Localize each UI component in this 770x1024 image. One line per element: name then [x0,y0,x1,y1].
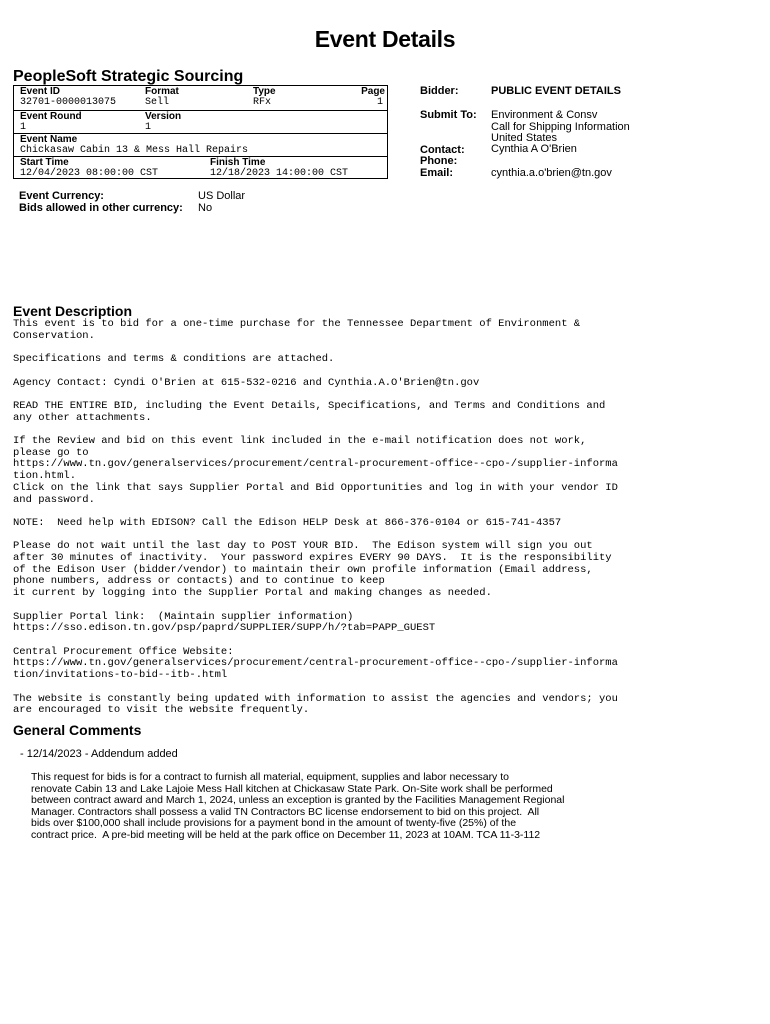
event-name-value: Chickasaw Cabin 13 & Mess Hall Repairs [20,145,249,156]
event-info-box [13,85,388,179]
format-value: Sell [145,97,170,108]
event-description-heading: Event Description [13,303,133,319]
format-label: Format [145,86,179,97]
page-value: 1 [376,97,383,108]
phone-label: Phone: [420,155,458,167]
version-label: Version [145,111,182,122]
other-currency-label: Bids allowed in other currency: [19,202,183,214]
event-round-value: 1 [20,122,27,133]
page-label: Page [361,86,385,97]
event-description-text: This event is to bid for a one-time purchase for the Tennessee Department of Environment & Conservation. Specifications and terms & conditions are attached. Agency Contact: Cyndi O'Brien at 615-532-0216 and Cynthia.A.O'Brien@tn.gov READ THE ENTIRE BID, including the Event Details, Specifications, and Terms and Conditions and any other attachments. If the Review and bid on this event link included in the e-mail notification does not work, please go to https://www.tn.gov/generalservices/procurement/central-procurement-office--cpo-/supplier-informa tion.html. Click on the link that says Supplier Portal and Bid Opportunities and log in with your vendor ID and password. NOTE: Need help with EDISON? Call the Edison HELP Desk at 866-376-0104 or 615-741-4357 Please do not wait until the last day to POST YOUR BID. The Edison system will sign you out after 30 minutes of inactivity. Your password expires EVERY 90 DAYS. It is the responsibility of the Edison User (bidder/vendor) to maintain their own profile information (Email address, phone numbers, address or contacts) and to continue to keep it current by logging into the Supplier Portal and making changes as needed. Supplier Portal link: (Maintain supplier information) https://sso.edison.tn.gov/psp/paprd/SUPPLIER/SUPP/h/?tab=PAPP_GUEST Central Procurement Office Website: https://www.tn.gov/generalservices/procurement/central-procurement-office--cpo-/supplier-informa tion/invitations-to-bid--itb-.html The website is constantly being updated with information to assist the agencies and vendors; you are encouraged to visit the website frequently. [13,318,618,717]
version-value: 1 [145,122,152,133]
contact-value: Cynthia A O'Brien [491,143,577,155]
email-label: Email: [420,167,454,179]
page-title: Event Details [314,26,456,52]
other-currency-value: No [198,202,213,214]
event-id-value: 32701-0000013075 [20,97,117,108]
submit-to-line-2: Call for Shipping Information [491,121,630,133]
comment-text: This request for bids is for a contract to furnish all material, equipment, supplies and labor necessary to renovate Cabin 13 and Lake Lajoie Mess Hall kitchen at Chickasaw State Park. On-Site work shall be performed between contract award and March 1, 2024, unless an exception is granted by the Facilities Management Regional Manager. Contractors shall possess a valid TN Contractors BC license endorsement to bid on this project. All bids over $100,000 shall include provisions for a payment bond in the amount of twenty-five (25%) of the contract price. A pre-bid meeting will be held at the park office on December 11, 2023 at 10AM. TCA 11-3-112 [31,771,565,841]
submit-to-line-1: Environment & Consv [491,109,598,121]
contact-label: Contact: [420,144,465,156]
comment-date-line: - 12/14/2023 - Addendum added [20,748,178,760]
currency-label: Event Currency: [19,190,104,202]
type-value: RFx [253,97,272,108]
event-name-label: Event Name [20,134,78,145]
currency-value: US Dollar [198,190,246,202]
event-row-id [14,86,387,110]
bidder-label: Bidder: [420,85,459,97]
event-round-label: Event Round [20,111,82,122]
start-time-value: 12/04/2023 08:00:00 CST [20,168,159,179]
event-row-round [14,110,387,134]
finish-time-label: Finish Time [210,157,266,168]
organization-name: PeopleSoft Strategic Sourcing [13,68,244,85]
event-row-name [14,133,387,157]
general-comments-heading: General Comments [13,722,142,738]
submit-to-label: Submit To: [420,109,477,121]
submit-to-line-3: United States [491,132,558,144]
start-time-label: Start Time [20,157,69,168]
type-label: Type [253,86,276,97]
email-value: cynthia.a.o'brien@tn.gov [491,167,612,179]
bidder-value: PUBLIC EVENT DETAILS [491,85,621,97]
event-id-label: Event ID [20,86,61,97]
finish-time-value: 12/18/2023 14:00:00 CST [210,168,349,179]
event-row-times [14,156,387,180]
